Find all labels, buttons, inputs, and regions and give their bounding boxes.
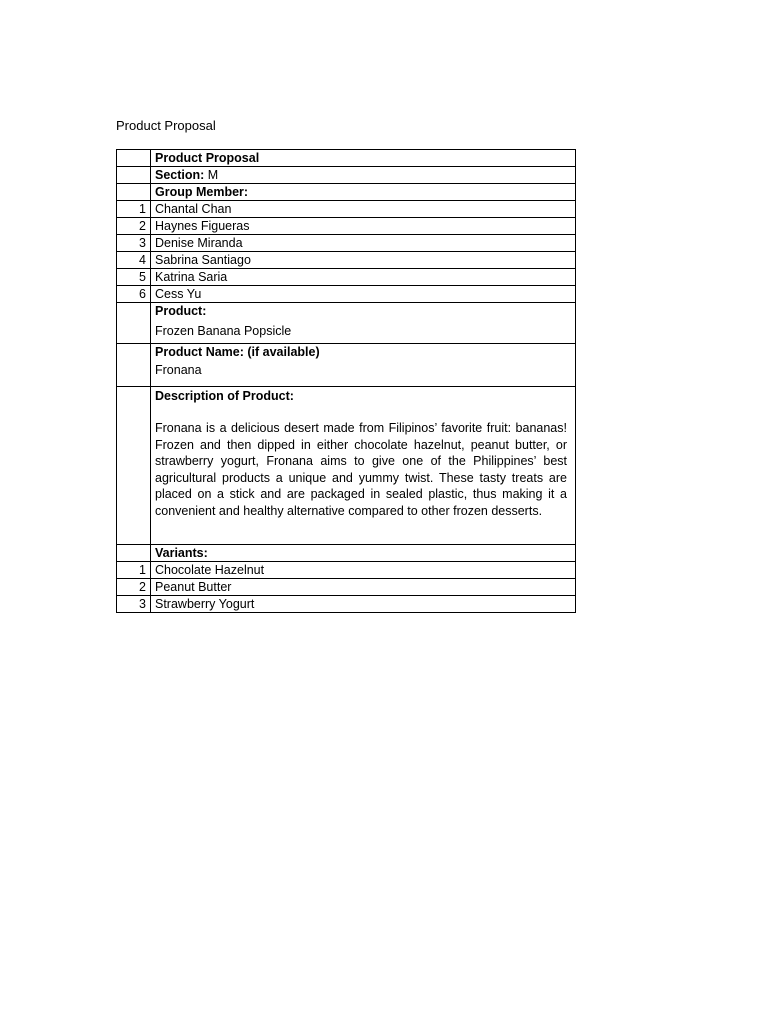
variants-label: Variants: (151, 545, 576, 562)
empty-cell (117, 303, 151, 344)
section-label: Section: (155, 168, 205, 182)
table-row (117, 218, 576, 235)
member-name: Cess Yu (151, 286, 576, 303)
description-cell (151, 387, 576, 545)
group-member-header-row (117, 184, 576, 201)
description-text: Fronana is a delicious desert made from Filipinos’ favorite fruit: bananas! Frozen and then dipped in either chocolate hazelnut, peanut butter, or strawberry yogurt, Fronana aims to give one of the Philippines’ best agricultural products a unique and yummy twist. These tasty treats are placed on a stick and are packaged in sealed plastic, thus making it a convenient and healthy alternative compared to other frozen desserts. (155, 421, 567, 518)
empty-cell (117, 545, 151, 562)
member-name: Sabrina Santiago (151, 252, 576, 269)
group-member-label: Group Member: (151, 184, 576, 201)
proposal-table (116, 149, 576, 613)
product-cell (151, 303, 576, 344)
variants-header-row (117, 545, 576, 562)
variant-name: Strawberry Yogurt (151, 596, 576, 613)
member-name: Haynes Figueras (151, 218, 576, 235)
table-row (117, 201, 576, 218)
member-name: Chantal Chan (151, 201, 576, 218)
table-title: Product Proposal (151, 150, 576, 167)
variant-number: 3 (117, 596, 151, 613)
empty-cell (117, 344, 151, 387)
product-name-value: Fronana (155, 363, 202, 377)
member-number: 2 (117, 218, 151, 235)
section-row (117, 167, 576, 184)
empty-cell (117, 387, 151, 545)
product-name-cell (151, 344, 576, 387)
document-heading: Product Proposal (116, 118, 216, 133)
product-value: Frozen Banana Popsicle (155, 324, 292, 338)
member-number: 3 (117, 235, 151, 252)
table-title-row (117, 150, 576, 167)
description-label: Description of Product: (155, 389, 294, 403)
section-value: M (207, 168, 219, 182)
member-name: Denise Miranda (151, 235, 576, 252)
variant-name: Chocolate Hazelnut (151, 562, 576, 579)
member-number: 1 (117, 201, 151, 218)
variant-name: Peanut Butter (151, 579, 576, 596)
table-row (117, 286, 576, 303)
product-name-row (117, 344, 576, 387)
variant-number: 1 (117, 562, 151, 579)
empty-cell (117, 150, 151, 167)
member-number: 6 (117, 286, 151, 303)
description-row (117, 387, 576, 545)
table-row (117, 252, 576, 269)
member-name: Katrina Saria (151, 269, 576, 286)
variant-number: 2 (117, 579, 151, 596)
table-row (117, 579, 576, 596)
member-number: 4 (117, 252, 151, 269)
product-label: Product: (155, 304, 207, 318)
product-name-label: Product Name: (if available) (155, 345, 320, 359)
section-cell (151, 167, 576, 184)
table-row (117, 269, 576, 286)
table-row (117, 596, 576, 613)
table-row (117, 235, 576, 252)
product-row (117, 303, 576, 344)
member-number: 5 (117, 269, 151, 286)
table-row (117, 562, 576, 579)
empty-cell (117, 167, 151, 184)
empty-cell (117, 184, 151, 201)
